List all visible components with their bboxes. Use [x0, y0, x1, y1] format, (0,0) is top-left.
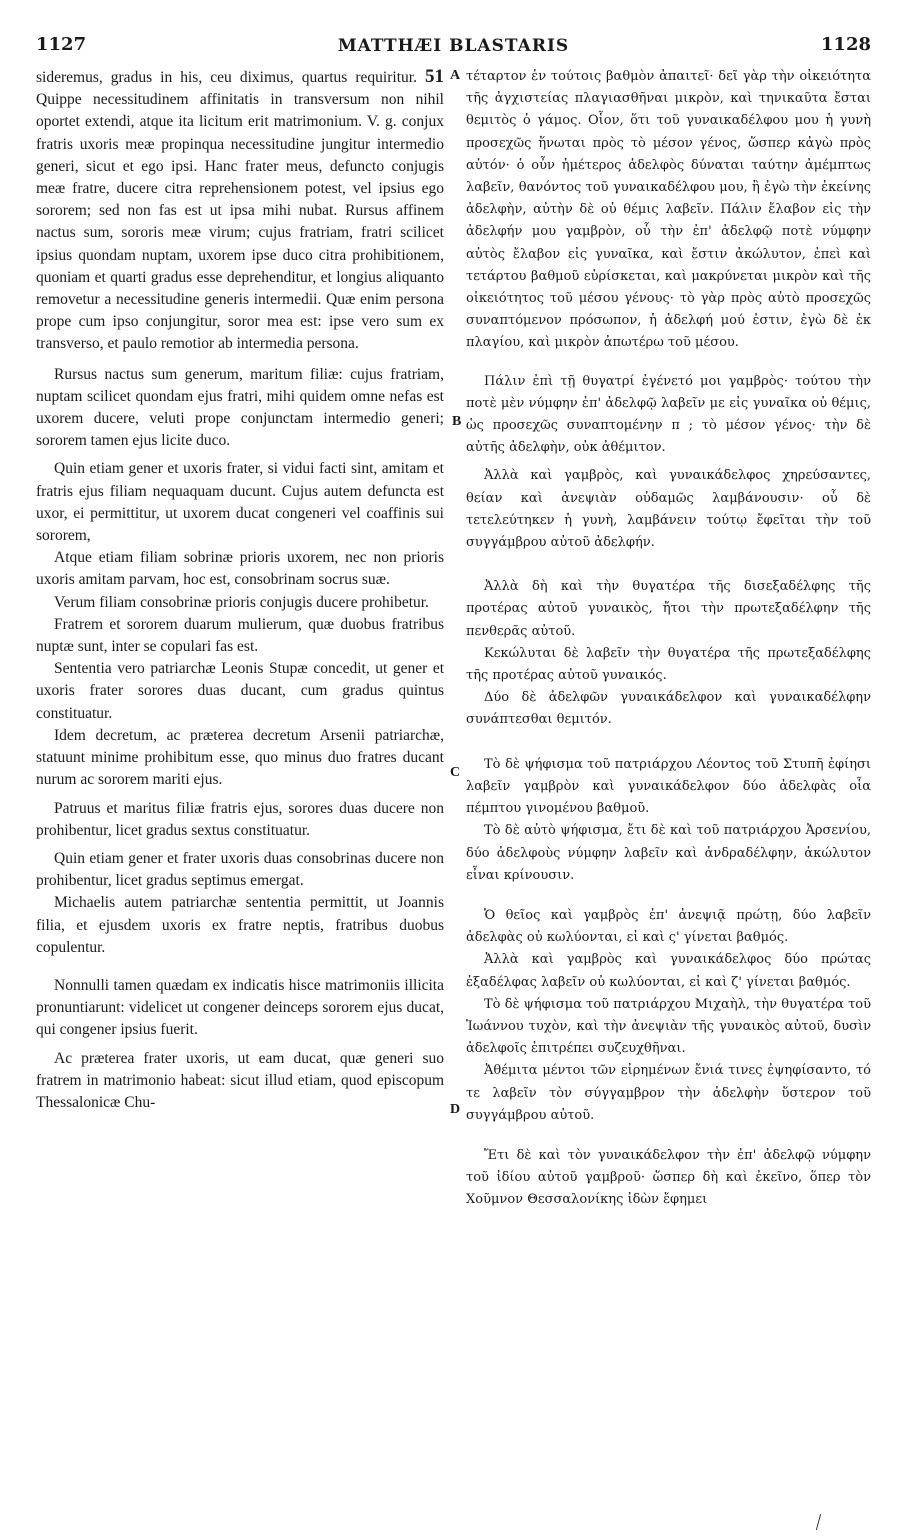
latin-paragraph: Ac præterea frater uxoris, ut eam ducat, quæ generi suo fratrem in matrimonio habeat: sicut illud etiam, quod episcopum Thessalonicæ Chu-: [36, 1049, 444, 1111]
greek-paragraph: Ἀθέμιτα μέντοι τῶν εἰρημένων ἔνιά τινες ἐψηφίσαντο, τό τε λαβεῖν τὸν σύγγαμβρον τὴν ἀδελφὴν ὕστερον τοῦ συγγάμβρου αὐτοῦ.: [466, 1063, 871, 1123]
margin-letter-d: D: [450, 1102, 461, 1117]
margin-letter-a: A: [450, 68, 461, 83]
greek-paragraph: Ἀλλὰ δὴ καὶ τὴν θυγατέρα τῆς δισεξαδέλφης τῆς προτέρας αὐτοῦ γυναικὸς, ἤτοι τὴν πρωτεξαδέλφην τῆς πενθερᾶς αὐτοῦ.: [466, 579, 871, 639]
latin-paragraph: Atque etiam filiam sobrinæ prioris uxorem, nec non prioris uxoris amitam parvam, hoc est, consobrinam socrus suæ.: [36, 549, 444, 589]
latin-paragraph: Michaelis autem patriarchæ sententia permittit, ut Joannis filia, et ejusdem uxoris ex fratre neptis, fratribus duobus copulentur.: [36, 894, 444, 956]
column-number-left: 1127: [36, 34, 87, 55]
greek-paragraph: τέταρτον ἐν τούτοις βαθμὸν ἀπαιτεῖ· δεῖ γὰρ τὴν οἰκειότητα τῆς ἀγχιστείας πλαγιασθῆναι μικρὸν, καὶ τηνικαῦτα ἔσται θεμιτὸς ὁ γάμος. Οἷον, ὅτι τοῦ γυναικαδέλφου μου ἡ γυνὴ προσεχῶς ἥνωται πρὸς τὸ μέσον γένος, ὥσπερ κἀγὼ πρὸς αὐτόν· ὁ οὖν ἡμέτερος ἀδελφὸς δύναται ταύτην ἀμέμπτως λαβεῖν, θανόντος τοῦ γυναικαδέλφου μου, ἢ ἐγὼ τὴν ἐκείνης ἀδελφὴν, αὐτὴν δὲ οὐ θέμις λαβεῖν. Πάλιν ἔλαβον εἰς τὴν ἀδελφήν μου γαμβρὸν, οὗ τὴν ἐπ' ἀδελφῷ ποτὲ νύμφην αὐτὸς ἔλαβον εἰς γυναῖκα, καὶ ἔστιν ἀκώλυτον, ἐπεὶ καὶ τετάρτου βαθμοῦ εὑρίσκεται, καὶ μακρύνεται μικρὸν καὶ τῆς οἰκειότητος τοῦ μέσου γένους· τὸ γὰρ πρὸς αὐτὸ προσεχῶς συναπτόμενον πρόσωπον, ἡ ἀδελφή μού ἐστιν, ἐγὼ δὲ ἐκ πλαγίου, καὶ μικρὸν ἀπωτέρω τοῦ μέσου.: [466, 69, 871, 351]
latin-text: Quippe necessitudinem affinitatis in transversum non nihil oportet extendi, atque ita licitum erit matrimonium. V. g. conjux fratris uxoris meæ propinqua necessitudine jungitur intermedio generi, sicut et ego ipsi. Hanc frater meus, defuncto conjugis meæ fratre, ducere citra reprehensionem potest, vel ipsius ego sororem; sed non fas est ut ipsa mihi nubat. Rursus affinem nactus sum, sororis meæ virum; cujus fratriam, fratri scilicet ipsius quondam nuptam, uxorem ipse duco citra prohibitionem, quoniam et quarti gradus esse deprehenditur, et longius aliquanto removetur a necessitudine generis intermedii. Quæ enim persona prope cum ipso conjungitur, soror mea est: ipse vero sum ex transverso, et paulo remotior ab intermedia persona.: [36, 91, 444, 353]
latin-text: sideremus, gradus in his, ceu diximus, quartus requiritur.: [36, 69, 425, 86]
latin-paragraph: Idem decretum, ac præterea decretum Arsenii patriarchæ, statuunt minime prohibitum esse, quo minus duo fratres ducant nurum ac sororem mariti ejus.: [36, 726, 444, 789]
greek-paragraph: Ἀλλὰ καὶ γαμβρὸς καὶ γυναικάδελφος δύο πρώτας ἐξαδέλφας λαβεῖν οὐ κωλύονται, εἰ καὶ ζ' γίνεται βαθμός.: [466, 952, 871, 990]
latin-paragraph: Nonnulli tamen quædam ex indicatis hisce matrimoniis illicita pronuntiarunt: videlicet ut congener deinceps sororem ejus ducat, qui congener ipsius fuerit.: [36, 976, 444, 1039]
latin-paragraph: Quin etiam gener et uxoris frater, si vidui facti sint, amitam et fratris ejus filiam nequaquam ducunt. Cujus autem defuncta est uxor, ei permittitur, ut uxorem ducat congeneri vel coaffinis sui sororem,: [36, 460, 444, 545]
margin-letter-b: B: [452, 414, 462, 429]
latin-column: [36, 66, 444, 1114]
greek-paragraph: Κεκώλυται δὲ λαβεῖν τὴν θυγατέρα τῆς πρωτεξαδέλφης τῆς προτέρας αὐτοῦ γυναικός.: [466, 645, 871, 684]
latin-paragraph: Fratrem et sororem duarum mulierum, quæ duobus fratribus nuptæ sunt, inter se copulari fas est.: [36, 615, 444, 656]
greek-column: [466, 66, 871, 1212]
page-header: [36, 34, 871, 58]
greek-paragraph: Τὸ δὲ ψήφισμα τοῦ πατριάρχου Μιχαὴλ, τὴν θυγατέρα τοῦ Ἰωάννου τυχὸν, καὶ τὴν ἀνεψιὰν τῆς γυναικὸς αὐτοῦ, δυσὶν ἀδελφοῖς ἐπιτρέπει συζευχθῆναι.: [466, 996, 871, 1057]
column-number-right: 1128: [820, 34, 871, 55]
greek-paragraph: Ἔτι δὲ καὶ τὸν γυναικάδελφον τὴν ἐπ' ἀδελφῷ νύμφην τοῦ ἰδίου αὐτοῦ γαμβροῦ· ὥσπερ δὴ καὶ ἐκεῖνο, ὅπερ τὸν Χοῦμνον Θεσσαλονίκης ἰδὼν ἔφημει: [466, 1147, 871, 1208]
latin-paragraph: Rursus nactus sum generum, maritum filiæ: cujus fratriam, nuptam scilicet quondam ejus fratri, mihi quidem omne nefas est uxorem ducere, veluti prope conjunctam intermedio generi; sororem tamen ejus licite duco.: [36, 365, 444, 450]
latin-paragraph: Verum filiam consobrinæ prioris conjugis ducere prohibetur.: [54, 593, 429, 611]
running-title: MATTHÆI BLASTARIS: [337, 36, 570, 56]
margin-letter-c: C: [450, 765, 461, 780]
greek-paragraph: Πάλιν ἐπὶ τῇ θυγατρί ἐγένετό μοι γαμβρὸς· τούτου τὴν ποτὲ μὲν νύμφην ἐπ' ἀδελφῷ λαβεῖν με εἰς γυναῖκα οὐ θέμις, ὡς προσεχῶς συναπτομένην π ; τὸ μέσον γένος· τὴν δὲ αὐτῆς ἀδελφὴν, οὐκ ἀθέμιτον.: [466, 373, 871, 456]
greek-paragraph: Τὸ δὲ αὐτὸ ψήφισμα, ἔτι δὲ καὶ τοῦ πατριάρχου Ἀρσενίου, δύο ἀδελφοὺς νύμφην λαβεῖν καὶ ἀνδραδέλφην, ἀκώλυτον εἶναι κρίνουσιν.: [466, 823, 871, 883]
greek-paragraph: Δύο δὲ ἀδελφῶν γυναικάδελφον καὶ γυναικαδέλφην συνάπτεσθαι θεμιτόν.: [466, 690, 871, 728]
greek-paragraph: Ἀλλὰ καὶ γαμβρὸς, καὶ γυναικάδελφος χηρεύσαντες, θείαν καὶ ἀνεψιὰν οὐδαμῶς λαμβάνουσιν· οὗ δὲ τετελεύτηκεν ἡ γυνὴ, λαμβάνειν τούτῳ ἔφεῖται τὴν τοῦ συγγάμβρου αὐτοῦ ἀδελφήν.: [466, 468, 871, 551]
greek-paragraph: Τὸ δὲ ψήφισμα τοῦ πατριάρχου Λέοντος τοῦ Στυπῆ ἐφίησι λαβεῖν γαμβρὸν καὶ γυναικάδελφον δύο ἀδελφὰς οἷα πέμπτου γινομένου βαθμοῦ.: [466, 756, 871, 817]
latin-paragraph: Patruus et maritus filiæ fratris ejus, sorores duas ducere non prohibentur, licet gradus sextus constituatur.: [36, 799, 444, 839]
latin-paragraph: Quin etiam gener et frater uxoris duas consobrinas ducere non prohibentur, licet gradus septimus emergat.: [36, 849, 444, 890]
latin-paragraph: [36, 66, 444, 356]
ink-mark: [816, 1514, 829, 1530]
latin-paragraph: Sententia vero patriarchæ Leonis Stupæ concedit, ut gener et uxoris frater sorores duas ducant, cum gradus quintus constituatur.: [36, 660, 444, 722]
section-number: 51: [425, 66, 444, 87]
greek-paragraph: Ὁ θεῖος καὶ γαμβρὸς ἐπ' ἀνεψιᾷ πρώτῃ, δύο λαβεῖν ἀδελφὰς οὐ κωλύονται, εἰ καὶ ς' γίνεται βαθμός.: [466, 907, 871, 946]
